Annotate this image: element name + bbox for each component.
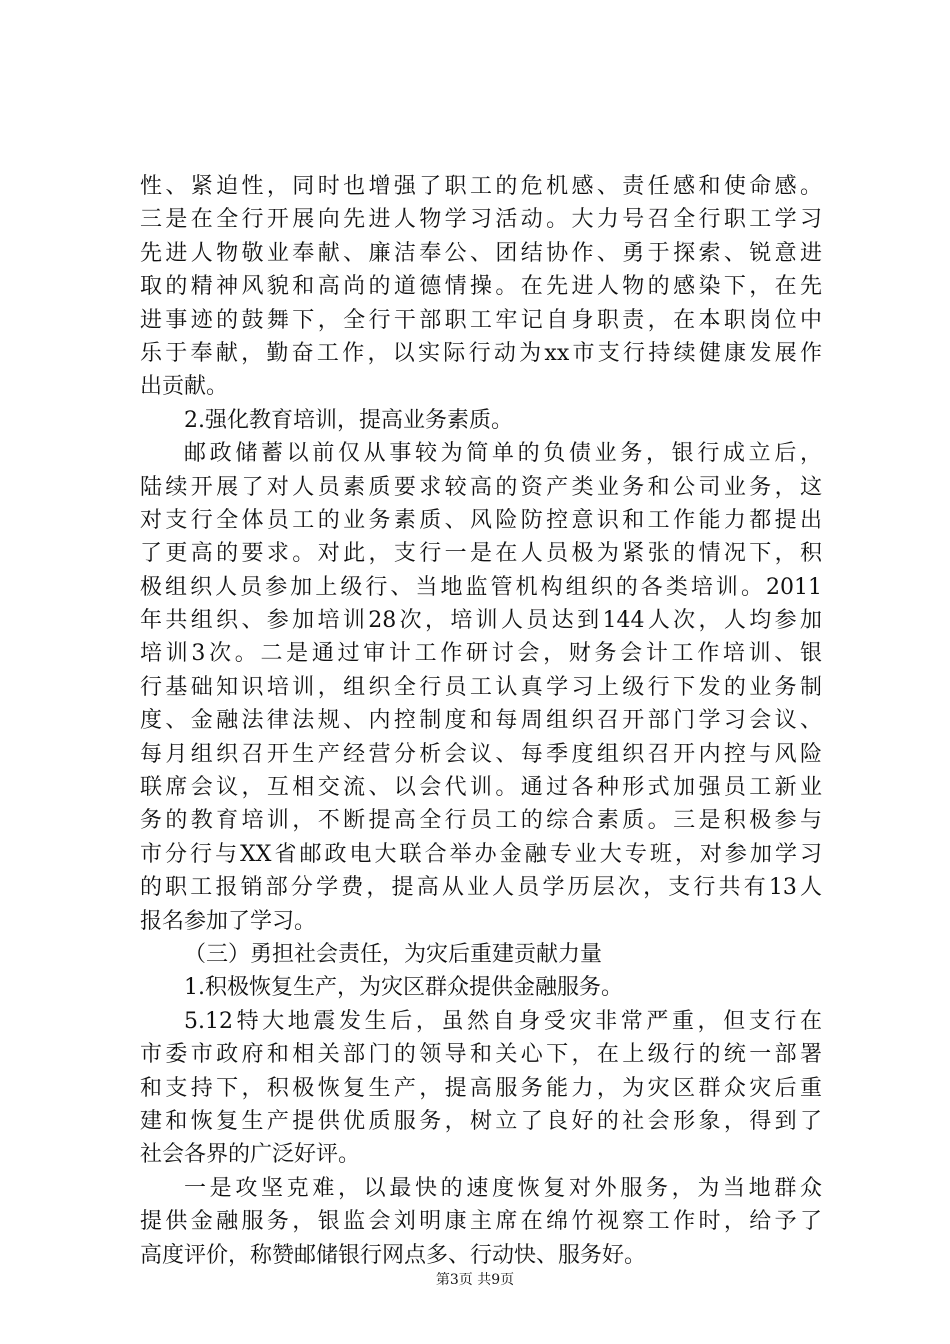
text-line: 的职工报销部分学费，提高从业人员学历层次，支行共有13人 [140,875,822,901]
text-line: 出贡献。 [140,374,229,400]
text-line: 取的精神风貌和高尚的道德情操。在先进人物的感染下，在先 [140,274,822,300]
text-line: 了更高的要求。对此，支行一是在人员极为紧张的情况下，积 [140,541,822,567]
text-line: 5.12特大地震发生后，虽然自身受灾非常严重，但支行在 [184,1008,822,1034]
text-line: 陆续开展了对人员素质要求较高的资产类业务和公司业务，这 [140,474,822,500]
text-line: 三是在全行开展向先进人物学习活动。大力号召全行职工学习 [140,207,822,233]
text-line: 培训3次。二是通过审计工作研讨会，财务会计工作培训、银 [140,641,822,667]
text-line: 对支行全体员工的业务素质、风险防控意识和工作能力都提出 [140,507,822,533]
text-line: 市分行与XX省邮政电大联合举办金融专业大专班，对参加学习 [140,841,822,867]
text-line: 年共组织、参加培训28次，培训人员达到144人次，人均参加 [140,608,822,634]
section-heading: （三）勇担社会责任，为灾后重建贡献力量 [184,941,603,967]
text-line: 社会各界的广泛好评。 [140,1142,361,1168]
text-line: 报名参加了学习。 [140,908,317,934]
text-line: 联席会议，互相交流、以会代训。通过各种形式加强员工新业 [140,775,822,801]
subsection-heading: 1.积极恢复生产，为灾区群众提供金融服务。 [184,975,623,1001]
text-line: 先进人物敬业奉献、廉洁奉公、团结协作、勇于探索、锐意进 [140,240,822,266]
text-line: 务的教育培训，不断提高全行员工的综合素质。三是积极参与 [140,808,822,834]
text-line: 高度评价，称赞邮储银行网点多、行动快、服务好。 [140,1242,647,1268]
text-line: 乐于奉献，勤奋工作，以实际行动为xx市支行持续健康发展作 [140,340,822,366]
document-body [140,170,822,1272]
text-line: 行基础知识培训，组织全行员工认真学习上级行下发的业务制 [140,674,822,700]
text-line: 建和恢复生产提供优质服务，树立了良好的社会形象，得到了 [140,1108,822,1134]
text-line: 市委市政府和相关部门的领导和关心下，在上级行的统一部署 [140,1042,822,1068]
section-heading: 2.强化教育培训，提高业务素质。 [184,407,513,433]
text-line: 提供金融服务，银监会刘明康主席在绵竹视察工作时，给予了 [140,1209,822,1235]
text-line: 一是攻坚克难，以最快的速度恢复对外服务，为当地群众 [184,1175,822,1201]
text-line: 进事迹的鼓舞下，全行干部职工牢记自身职责，在本职岗位中 [140,307,822,333]
text-line: 极组织人员参加上级行、当地监管机构组织的各类培训。2011 [140,574,822,600]
text-line: 每月组织召开生产经营分析会议、每季度组织召开内控与风险 [140,741,822,767]
text-line: 度、金融法律法规、内控制度和每周组织召开部门学习会议、 [140,708,822,734]
text-line: 和支持下，积极恢复生产，提高服务能力，为灾区群众灾后重 [140,1075,822,1101]
page-number-footer: 第3页 共9页 [435,1272,515,1288]
text-line: 邮政储蓄以前仅从事较为简单的负债业务，银行成立后， [184,441,822,467]
text-line: 性、紧迫性，同时也增强了职工的危机感、责任感和使命感。 [140,174,822,199]
